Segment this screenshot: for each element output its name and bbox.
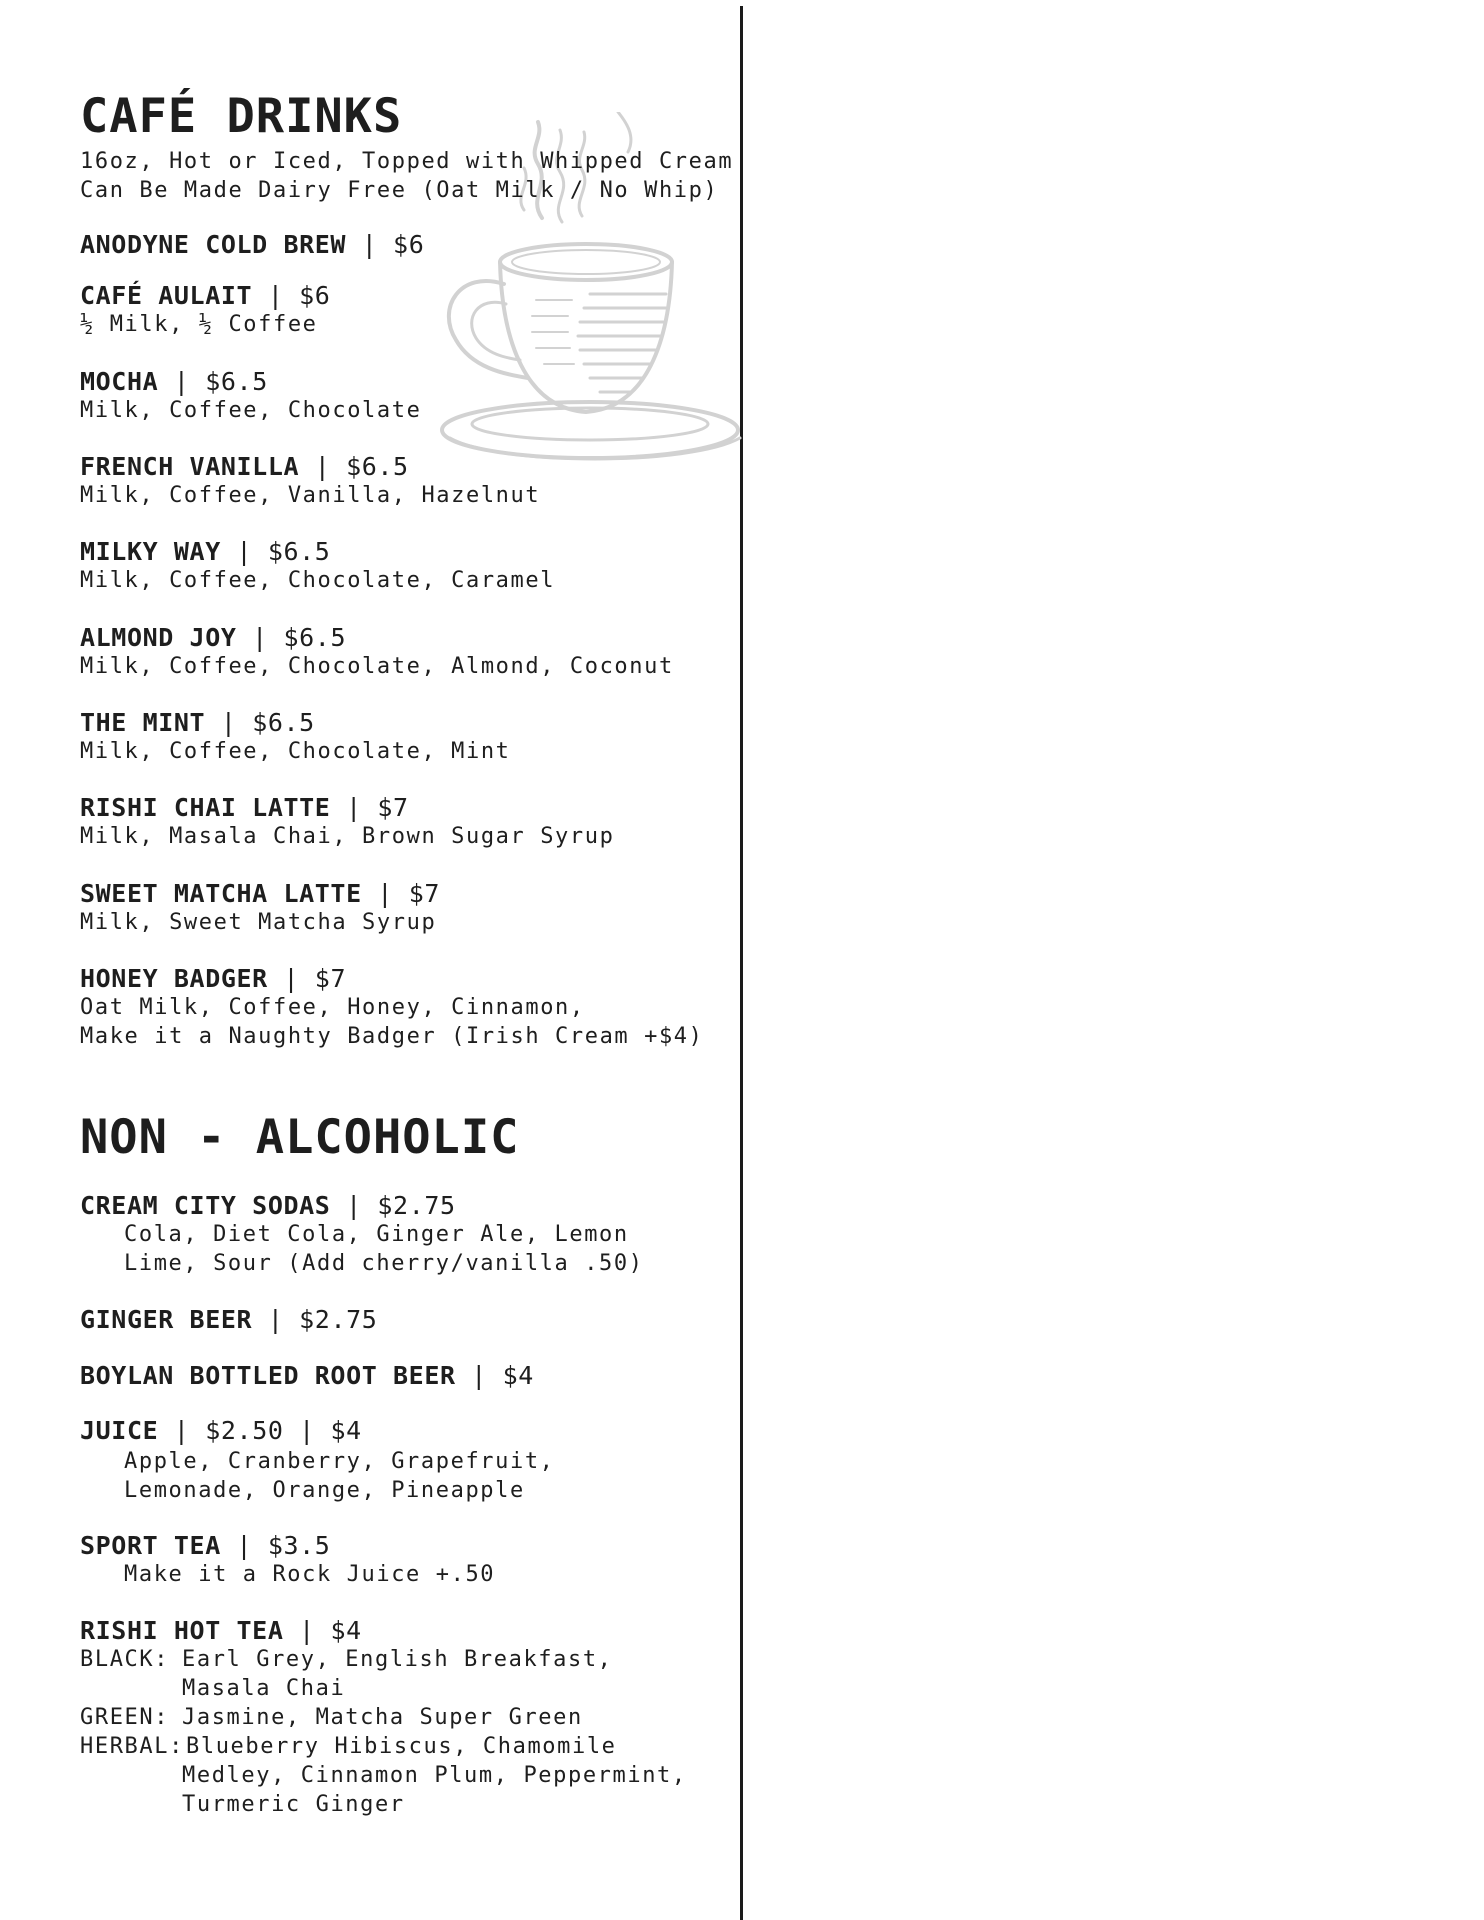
item-name: FRENCH VANILLA xyxy=(80,452,300,481)
item-name: MOCHA xyxy=(80,367,159,396)
menu-item-sport-tea: SPORT TEA | $3.5 xyxy=(80,1531,331,1560)
tea-black-row-cont xyxy=(80,1674,345,1703)
item-description: Oat Milk, Coffee, Honey, Cinnamon, xyxy=(80,995,585,1020)
menu-item-anodyne-cold-brew: ANODYNE COLD BREW | $6 xyxy=(80,230,425,259)
item-name: SWEET MATCHA LATTE xyxy=(80,879,362,908)
item-description: Milk, Masala Chai, Brown Sugar Syrup xyxy=(80,824,615,849)
item-name: HONEY BADGER xyxy=(80,964,268,993)
cafe-subtitle-size: 16oz, Hot or Iced, Topped with Whipped Cream xyxy=(80,149,734,174)
section-title-non-alcoholic: NON - ALCOHOLIC xyxy=(80,1110,520,1165)
item-price: $2.75 xyxy=(377,1191,456,1220)
menu-item-sweet-matcha-latte: SWEET MATCHA LATTE | $7 xyxy=(80,879,441,908)
menu-item-milky-way: MILKY WAY | $6.5 xyxy=(80,537,331,566)
item-description: Make it a Rock Juice +.50 xyxy=(124,1562,496,1587)
item-price: $6.5 xyxy=(252,708,315,737)
item-price: $6 xyxy=(299,281,331,310)
tea-herbal-list-cont: Medley, Cinnamon Plum, Peppermint, xyxy=(182,1763,687,1788)
tea-black-list-cont: Masala Chai xyxy=(182,1676,346,1701)
item-name: CAFÉ AULAIT xyxy=(80,281,253,310)
item-name: BOYLAN BOTTLED ROOT BEER xyxy=(80,1361,456,1390)
tea-label-black: BLACK: xyxy=(80,1647,170,1672)
item-description: Milk, Coffee, Chocolate xyxy=(80,398,422,423)
item-name: THE MINT xyxy=(80,708,206,737)
item-description: Milk, Coffee, Chocolate, Caramel xyxy=(80,568,556,593)
menu-item-rishi-chai-latte: RISHI CHAI LATTE | $7 xyxy=(80,793,409,822)
tea-herbal-row-cont xyxy=(80,1761,687,1790)
tea-label-herbal: HERBAL: xyxy=(80,1734,184,1759)
item-price: $7 xyxy=(377,793,409,822)
item-description: Milk, Coffee, Chocolate, Mint xyxy=(80,739,511,764)
menu-item-rishi-hot-tea: RISHI HOT TEA | $4 xyxy=(80,1616,362,1645)
tea-herbal-list-cont-2: Turmeric Ginger xyxy=(182,1792,405,1817)
item-description: Milk, Coffee, Chocolate, Almond, Coconut xyxy=(80,654,674,679)
tea-herbal-list: Blueberry Hibiscus, Chamomile xyxy=(186,1734,617,1759)
item-description: Apple, Cranberry, Grapefruit, xyxy=(124,1449,555,1474)
menu-item-juice: JUICE | $2.50 | $4 xyxy=(80,1416,362,1445)
item-description: Milk, Coffee, Vanilla, Hazelnut xyxy=(80,483,541,508)
item-description-extra: Lime, Sour (Add cherry/vanilla .50) xyxy=(124,1251,644,1276)
item-price: $7 xyxy=(408,879,441,908)
item-name: ANODYNE COLD BREW xyxy=(80,230,347,259)
item-price: $6.5 xyxy=(205,367,268,396)
item-name: RISHI CHAI LATTE xyxy=(80,793,331,822)
item-price: $3.5 xyxy=(267,1531,331,1560)
item-price: $6.5 xyxy=(267,537,331,566)
tea-black-list: Earl Grey, English Breakfast, xyxy=(182,1647,613,1672)
item-price: $7 xyxy=(314,964,347,993)
section-title-cafe-drinks: CAFÉ DRINKS xyxy=(80,89,403,144)
menu-item-cafe-aulait: CAFÉ AULAIT | $6 xyxy=(80,281,331,310)
item-price: $2.50 | $4 xyxy=(205,1416,362,1445)
item-price: $6 xyxy=(393,230,425,259)
tea-label-green: GREEN: xyxy=(80,1705,170,1730)
item-description-extra: Lemonade, Orange, Pineapple xyxy=(124,1478,525,1503)
item-name: MILKY WAY xyxy=(80,537,221,566)
item-name: GINGER BEER xyxy=(80,1305,253,1334)
menu-item-ginger-beer: GINGER BEER | $2.75 xyxy=(80,1305,378,1334)
tea-green-row xyxy=(80,1703,583,1732)
item-price: $6.5 xyxy=(346,452,409,481)
item-description: ½ Milk, ½ Coffee xyxy=(80,312,318,337)
item-price: $6.5 xyxy=(283,623,347,652)
menu-item-french-vanilla: FRENCH VANILLA | $6.5 xyxy=(80,452,409,481)
item-description: Milk, Sweet Matcha Syrup xyxy=(80,910,437,935)
item-description-extra: Make it a Naughty Badger (Irish Cream +$4) xyxy=(80,1024,704,1049)
item-name: JUICE xyxy=(80,1416,159,1445)
item-name: CREAM CITY SODAS xyxy=(80,1191,331,1220)
tea-herbal-row-cont-2 xyxy=(80,1790,405,1819)
menu-item-the-mint: THE MINT | $6.5 xyxy=(80,708,315,737)
item-name: SPORT TEA xyxy=(80,1531,221,1560)
item-name: ALMOND JOY xyxy=(80,623,237,652)
tea-green-list: Jasmine, Matcha Super Green xyxy=(182,1705,583,1730)
item-price: $4 xyxy=(330,1616,362,1645)
cafe-subtitle-dairy: Can Be Made Dairy Free (Oat Milk / No Whip) xyxy=(80,178,719,203)
item-description: Cola, Diet Cola, Ginger Ale, Lemon xyxy=(124,1222,629,1247)
menu-item-cream-city-sodas: CREAM CITY SODAS | $2.75 xyxy=(80,1191,456,1220)
menu-item-mocha: MOCHA | $6.5 xyxy=(80,367,268,396)
tea-black-row xyxy=(80,1645,613,1674)
tea-herbal-row xyxy=(80,1732,617,1761)
menu-item-almond-joy: ALMOND JOY | $6.5 xyxy=(80,623,347,652)
menu-item-honey-badger: HONEY BADGER | $7 xyxy=(80,964,347,993)
menu-item-boylan-root-beer: BOYLAN BOTTLED ROOT BEER | $4 xyxy=(80,1361,534,1390)
item-name: RISHI HOT TEA xyxy=(80,1616,284,1645)
item-price: $2.75 xyxy=(299,1305,378,1334)
item-price: $4 xyxy=(502,1361,534,1390)
